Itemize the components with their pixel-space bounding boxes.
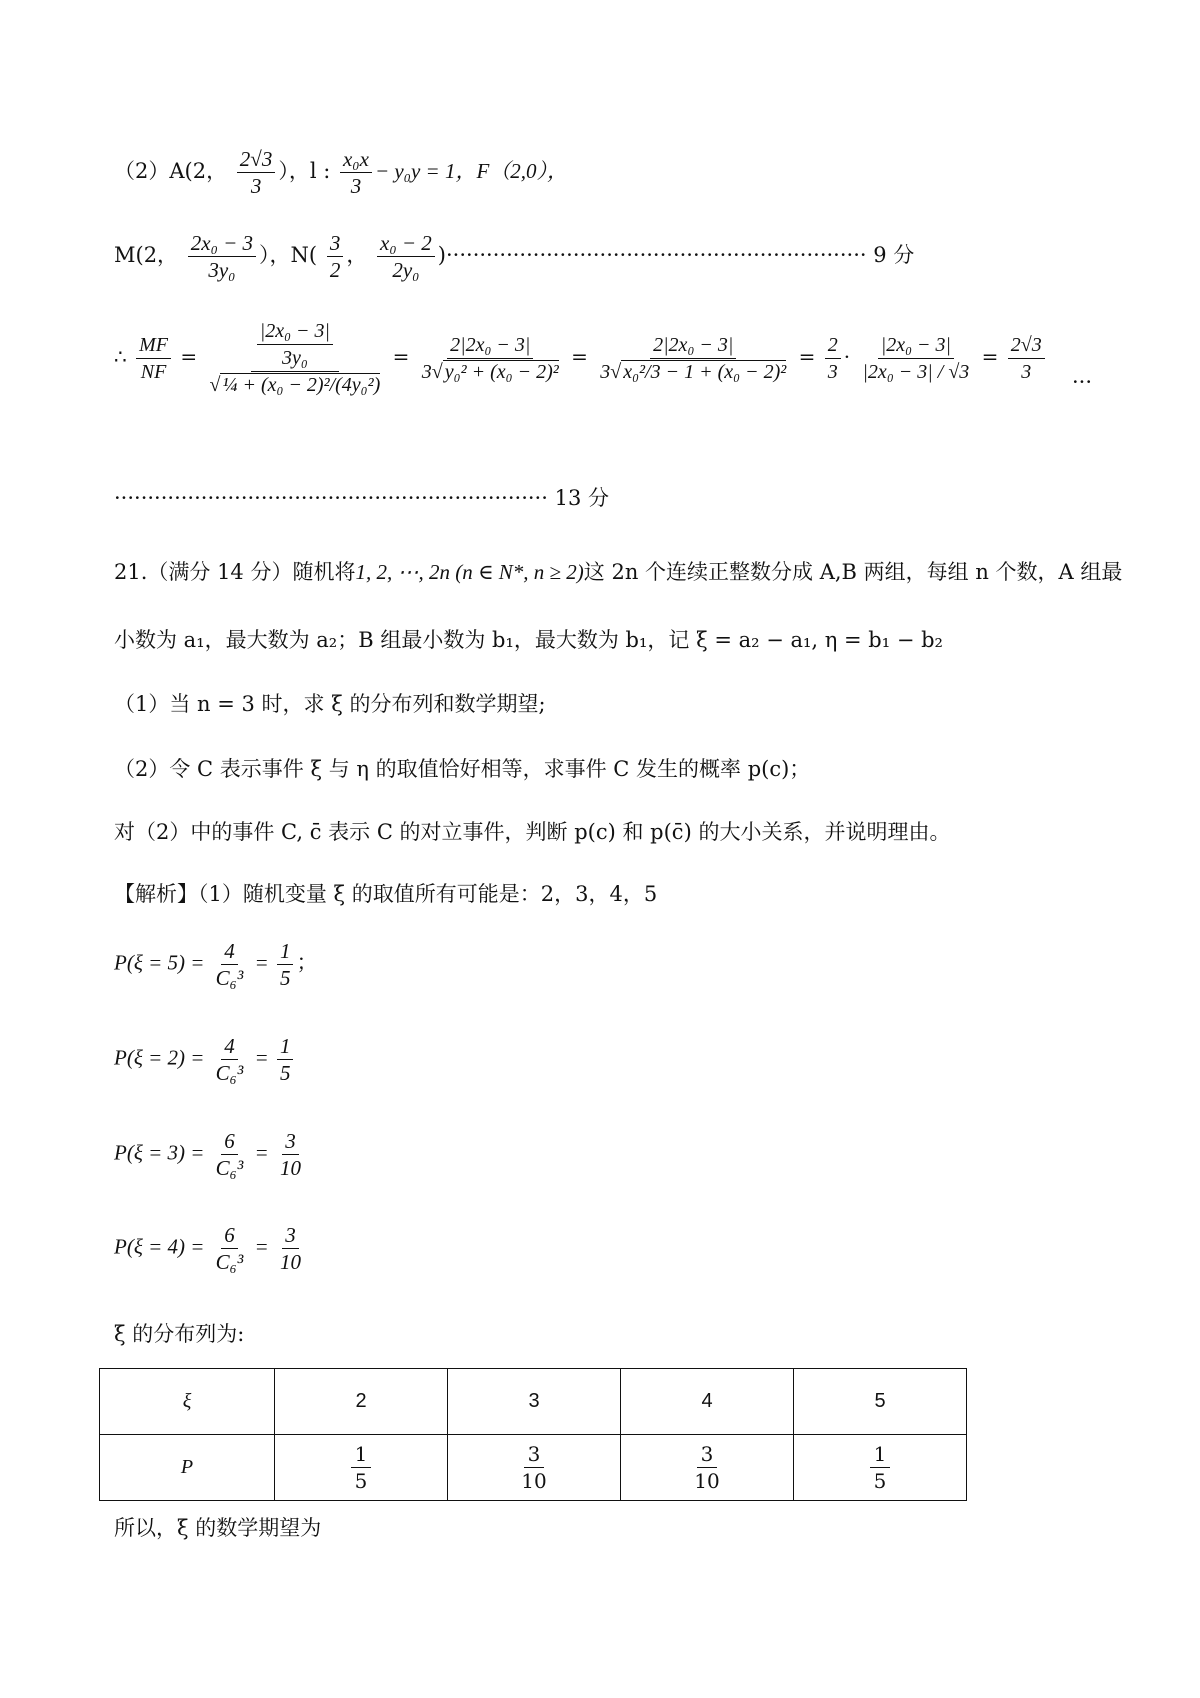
frac-step5: $\frac{\text{|2x₀ − 3|}}{\text{|2x₀ − 3| / √3}}$ xyxy=(862,333,970,383)
part-label: （2） xyxy=(114,159,170,183)
prob-line: P(ξ = 3) = $\frac{6}{\text{C₆³}}$ = $\frac{3}{10}$ xyxy=(114,1129,301,1180)
frac-step1: $\frac{\frac{\text{|2x₀ − 3|}}{\text{3y₀}}}{\text{√ ¼ + (x₀ − 2)²/(4y₀²)}}$ xyxy=(209,320,381,396)
frac-result: $\frac{2√3}{3}$ xyxy=(1008,332,1045,385)
dist-title: ξ 的分布列为: xyxy=(114,1322,245,1346)
frac-n1: $\frac{3}{2}$ xyxy=(327,230,344,283)
frac-n2: $\frac{\text{x₀ − 2}}{\text{2y₀}}$ xyxy=(377,230,435,283)
q21-sub3: 对（2）中的事件 C, c̄ 表示 C 的对立事件，判断 p(c) 和 p(c̄) 的大小关系，并说明理由。 xyxy=(114,820,951,844)
frac-mf-nf: $\frac{MF}{NF}$ xyxy=(136,332,171,385)
analysis-line: 【解析】（1）随机变量 ξ 的取值所有可能是：2，3，4，5 xyxy=(114,882,658,906)
frac-l: $\frac{\text{x₀x}}{3}$ xyxy=(340,146,372,199)
table-cell: 3 xyxy=(448,1369,621,1435)
table-cell: $\frac{1}{5}$ xyxy=(275,1435,448,1501)
table-cell: $\frac{1}{5}$ xyxy=(794,1435,967,1501)
frac-step3: $\frac{\text{2|2x₀ − 3|}}{\text{3√ x₀²/3 − 1 + (x₀ − 2)²}}$ xyxy=(600,333,787,383)
point-a: A(2， xyxy=(169,159,228,183)
line-l-label: ），l : xyxy=(278,159,331,183)
q21-sub1: （1）当 n = 3 时，求 ξ 的分布列和数学期望; xyxy=(114,692,546,716)
prob-line: P(ξ = 2) = $\frac{4}{\text{C₆³}}$ = $\frac{1}{5}$ xyxy=(114,1033,296,1086)
table-cell: 2 xyxy=(275,1369,448,1435)
table-cell: 5 xyxy=(794,1369,967,1435)
score-9: 9 分 xyxy=(873,243,915,267)
q21-intro-tail: 这 2n 个连续正整数分成 A,B 两组，每组 n 个数，A 组最 xyxy=(583,560,1123,584)
point-n: ），N( xyxy=(259,243,318,267)
q21-set: 1, 2, ⋯, 2n (n ∈ N*, n ≥ 2) xyxy=(355,560,584,584)
dot-leader: ······························································· xyxy=(446,243,867,267)
prob-line: P(ξ = 5) = $\frac{4}{\text{C₆³}}$ = $\frac{1}{5}$ ； xyxy=(114,939,318,990)
q21-line1 xyxy=(114,556,1122,586)
ratio-line: ∴ $\frac{MF}{NF}$ = $\frac{\frac{\text{|2x₀ − 3|}}{\text{3y₀}}}{\text{√ ¼ + (x₀ − 2)²/(4y₀²)}}$ = $\frac{\text{2|2x₀ − 3|}}{\text{3√ y₀² + (x₀ − 2)²}}$ = $\frac{\text{2|2x₀ − 3|}}{\text{3√ x₀²/3 − 1 + (x₀ − 2)²}}$ = $\frac{2}{3}$ · $\frac{\text{|2x₀ − 3|}}{\text{|2x₀ − 3| / √3}}$ = $\frac{2√3}{3}$ xyxy=(114,318,1048,398)
frac-step4: $\frac{2}{3}$ xyxy=(825,332,841,385)
score-13-line xyxy=(114,482,609,512)
q21-sub2: （2）令 C 表示事件 ξ 与 η 的取值恰好相等，求事件 C 发生的概率 p(c)； xyxy=(114,757,811,781)
mn-line: M(2， $\frac{\text{2x₀ − 3}}{\text{3y₀}}$ ），N( $\frac{3}{2}$ ， $\frac{\text{x₀ − 2}}{\text{2y₀}}$ )······························································· 9 分 xyxy=(114,231,915,282)
frac-step2: $\frac{\text{2|2x₀ − 3|}}{\text{3√ y₀² + (x₀ − 2)²}}$ xyxy=(421,333,559,383)
dot-leader: ································································· xyxy=(114,486,548,510)
q21-intro: 21.（满分 14 分）随机将 xyxy=(114,560,356,584)
score-13: 13 分 xyxy=(554,486,609,510)
line-eq-tail: − y₀y = 1，F（2,0）， xyxy=(374,159,569,183)
point-m: M(2， xyxy=(114,243,179,267)
table-cell: ξ xyxy=(100,1369,275,1435)
prob-line: P(ξ = 4) = $\frac{6}{\text{C₆³}}$ = $\frac{3}{10}$ xyxy=(114,1223,301,1274)
table-row xyxy=(100,1435,967,1501)
ellipsis-right: ··· xyxy=(1072,370,1093,394)
frac-m: $\frac{\text{2x₀ − 3}}{\text{3y₀}}$ xyxy=(188,230,256,283)
frac-a: $\frac{2√3}{3}$ xyxy=(237,146,276,199)
distribution-table xyxy=(99,1368,967,1501)
table-cell: P xyxy=(100,1435,275,1501)
q21-line2: 小数为 a₁，最大数为 a₂；B 组最小数为 b₁，最大数为 b₁，记 ξ = a₂ − a₁, η = b₁ − b₂ xyxy=(114,628,943,652)
conclusion-line: 所以，ξ 的数学期望为 xyxy=(114,1516,322,1540)
table-cell: $\frac{3}{10}$ xyxy=(448,1435,621,1501)
table-row xyxy=(100,1369,967,1435)
table-cell: $\frac{3}{10}$ xyxy=(621,1435,794,1501)
table-cell: 4 xyxy=(621,1369,794,1435)
part2-line xyxy=(114,146,568,199)
